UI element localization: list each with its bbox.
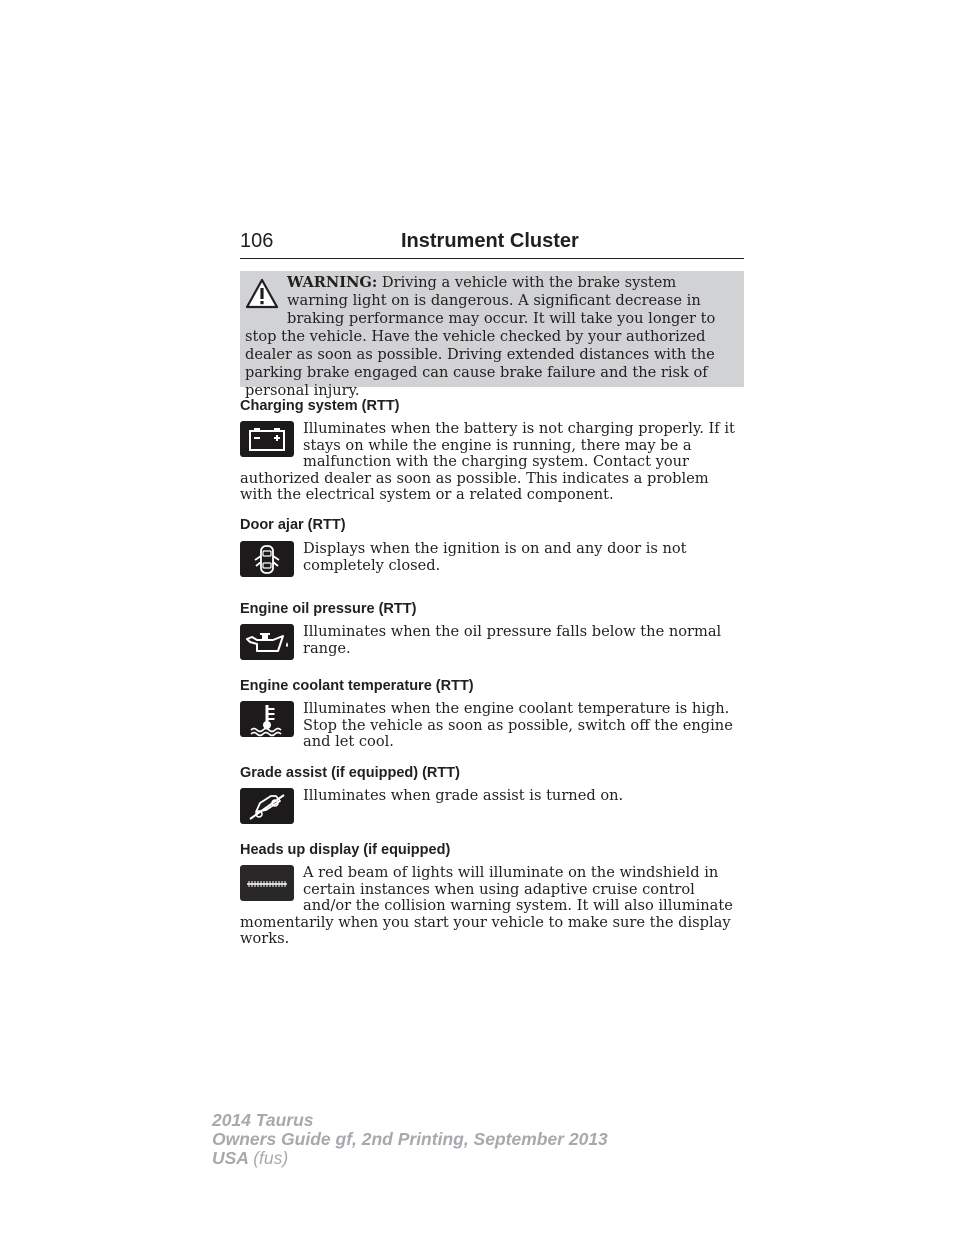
section-heads-up xyxy=(240,865,744,948)
section-text-charging: Illuminates when the battery is not charging properly. If it stays on while the engine is running, there may be a malfunction with the charging system. Contact your authorized dealer as soon as possible. This indicates a problem with the electrical system or a related component. xyxy=(240,420,735,503)
section-title-grade-assist: Grade assist (if equipped) (RTT) xyxy=(240,765,460,781)
page-title: Instrument Cluster xyxy=(401,230,579,252)
section-coolant xyxy=(240,701,744,751)
section-text-oil-pressure: Illuminates when the oil pressure falls below the normal range. xyxy=(303,623,722,657)
door-ajar-icon xyxy=(240,541,294,577)
section-door-ajar xyxy=(240,541,744,579)
warning-label: WARNING: xyxy=(287,274,378,291)
oil-can-icon xyxy=(240,624,294,660)
page-header xyxy=(240,228,744,259)
footer-region xyxy=(212,1149,608,1168)
warning-box xyxy=(240,271,744,399)
warning-triangle-icon xyxy=(245,278,279,312)
section-title-coolant: Engine coolant temperature (RTT) xyxy=(240,678,474,694)
footer xyxy=(212,1111,608,1168)
battery-icon xyxy=(240,421,294,457)
section-text-heads-up: A red beam of lights will illuminate on the windshield in certain instances when using adaptive cruise control and/or the collision warning system. It will also illuminate momentarily when you start your vehicle to make sure the display works. xyxy=(240,864,733,947)
footer-model: 2014 Taurus xyxy=(212,1110,314,1130)
section-oil-pressure xyxy=(240,624,744,662)
section-charging xyxy=(240,421,744,504)
section-text-grade-assist: Illuminates when grade assist is turned on. xyxy=(303,787,624,804)
section-title-oil-pressure: Engine oil pressure (RTT) xyxy=(240,601,417,617)
grade-assist-icon xyxy=(240,788,294,824)
heads-up-display-icon xyxy=(240,865,294,901)
page-number: 106 xyxy=(240,230,274,252)
section-text-door-ajar: Displays when the ignition is on and any door is not completely closed. xyxy=(303,540,687,574)
footer-guide: Owners Guide gf, 2nd Printing, September 2013 xyxy=(212,1129,608,1149)
coolant-temperature-icon xyxy=(240,701,294,737)
section-grade-assist xyxy=(240,788,744,826)
footer-code: (fus) xyxy=(253,1148,289,1168)
section-title-charging: Charging system (RTT) xyxy=(240,398,400,414)
section-title-door-ajar: Door ajar (RTT) xyxy=(240,517,346,533)
section-title-heads-up: Heads up display (if equipped) xyxy=(240,842,451,858)
warning-text: Driving a vehicle with the brake system warning light on is dangerous. A significant decrease in braking performance may occur. It will take you longer to stop the vehicle. Have the vehicle checked by your authorized dealer as soon as possible. Driving extended distances with the parking brake engaged can cause brake failure and the risk of personal injury. xyxy=(245,274,716,399)
section-text-coolant: Illuminates when the engine coolant temperature is high. Stop the vehicle as soon as possible, switch off the engine and let cool. xyxy=(303,700,733,750)
footer-country: USA xyxy=(212,1148,249,1168)
